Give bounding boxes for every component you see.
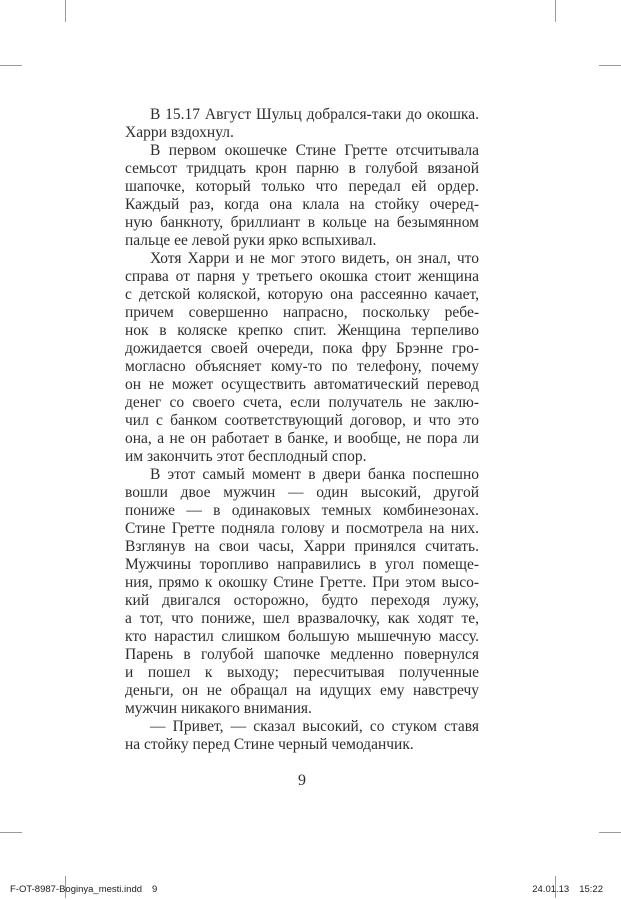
text-line: кий двигался осторожно, будто переходя лужу, <box>125 592 479 609</box>
text-line: Харри вздохнул. <box>125 124 234 141</box>
slug-date: 24.01.13 <box>532 884 570 895</box>
text-line: справа от парня у третьего окошка стоит женщина <box>125 268 479 285</box>
text-line: мужчин никакого внимания. <box>125 700 312 717</box>
text-line: а тот, что пониже, шел вразвалочку, как ходят те, <box>125 610 479 627</box>
paragraph <box>125 142 479 250</box>
paragraph <box>125 106 479 142</box>
slug-page-number: 9 <box>152 884 158 895</box>
text-line: нок в коляске крепко спит. Женщина терпеливо <box>125 322 479 339</box>
slug-right <box>532 884 603 896</box>
text-line: Мужчины торопливо направились в угол помеще- <box>125 556 479 573</box>
text-line: с детской коляской, которую она рассеянно качает, <box>125 286 479 303</box>
text-line: — Привет, — сказал высокий, со стуком ставя <box>150 718 479 735</box>
paragraph <box>125 718 479 754</box>
crop-mark-bottom-right-horizontal <box>599 832 621 833</box>
text-line: на стойку перед Стине черный чемоданчик. <box>125 736 414 753</box>
text-line: она, а не он работает в банке, и вообще, не пора ли <box>125 430 479 447</box>
text-line: им закончить этот бесплодный спор. <box>125 448 367 465</box>
text-line: шапочке, который только что передал ей ордер. <box>125 178 479 195</box>
text-line: пониже — в одинаковых темных комбинезонах. <box>125 502 479 519</box>
text-line: дожидается своей очереди, пока фру Брэнне гро- <box>125 340 479 357</box>
text-line: кто нарастил слишком большую мышечную массу. <box>125 628 479 645</box>
text-line: В этот самый момент в двери банка поспешно <box>150 466 479 483</box>
crop-mark-bottom-left-horizontal <box>0 832 22 833</box>
text-line: семьсот тридцать крон парню в голубой вязаной <box>125 160 479 177</box>
paragraph <box>125 250 479 466</box>
text-line: Парень в голубой шапочке медленно повернулся <box>125 646 479 663</box>
text-line: ния, прямо к окошку Стине Гретте. При этом высо- <box>125 574 479 591</box>
text-line: причем совершенно напрасно, поскольку ребе- <box>125 304 479 321</box>
text-line: пальце ее левой руки ярко вспыхивал. <box>125 232 377 249</box>
text-line: Стине Гретте подняла голову и посмотрела на них. <box>125 520 479 537</box>
text-line: Каждый раз, когда она клала на стойку очеред- <box>125 196 479 213</box>
body-text <box>125 106 479 754</box>
text-line: Хотя Харри и не мог этого видеть, он знал, что <box>150 250 479 267</box>
crop-mark-top-right-horizontal <box>599 65 621 66</box>
text-line: чил с банком соответствующий договор, и что это <box>125 412 479 429</box>
text-line: денег со своего счета, если получатель не заклю- <box>125 394 479 411</box>
text-line: вошли двое мужчин — один высокий, другой <box>125 484 479 501</box>
text-line: Взглянув на свои часы, Харри принялся считать. <box>125 538 479 555</box>
text-line: он не может осуществить автоматический перевод <box>125 376 479 393</box>
crop-mark-top-left-horizontal <box>0 65 22 66</box>
crop-mark-top-left-vertical <box>65 0 66 22</box>
slug-left <box>10 884 157 896</box>
slug-filename: F-OT-8987-Boginya_mesti.indd <box>10 884 143 895</box>
text-line: В 15.17 Август Шульц добрался-таки до окошка. <box>150 106 479 123</box>
crop-mark-top-right-vertical <box>555 0 556 22</box>
text-line: деньги, он не обращал на идущих ему навстречу <box>125 682 479 699</box>
slug-time: 15:22 <box>579 884 603 895</box>
page-number: 9 <box>298 772 306 789</box>
text-line: могласно объясняет кому-то по телефону, почему <box>125 358 479 375</box>
text-line: В первом окошечке Стине Гретте отсчитывала <box>150 142 479 159</box>
text-line: и пошел к выходу; пересчитывая полученные <box>125 664 479 681</box>
paragraph <box>125 466 479 718</box>
text-line: ную банкноту, бриллиант в кольце на безымянном <box>125 214 479 231</box>
